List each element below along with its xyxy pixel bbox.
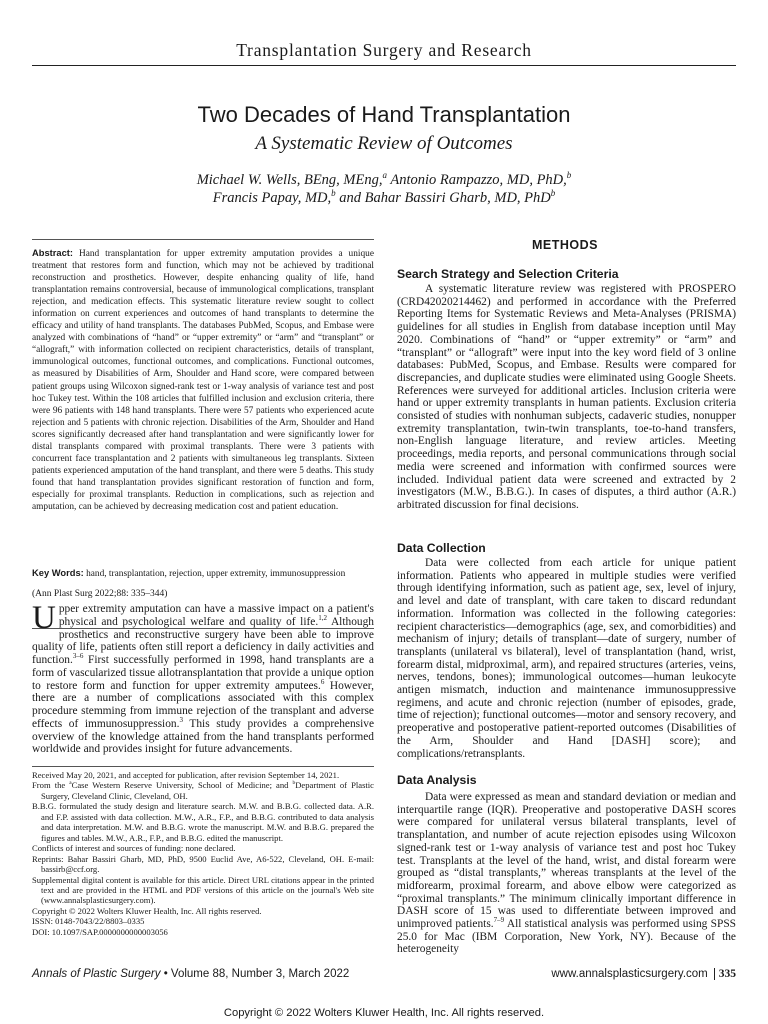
drop-cap: U [32, 600, 56, 636]
data-analysis-paragraph [397, 791, 736, 956]
author-line-2 [0, 190, 768, 207]
intro-text: pper extremity amputation can have a massive impact on a patient's physical and psychological welfare and quality of life. [58, 603, 374, 628]
author-line-1 [0, 172, 768, 189]
footer-journal-info [32, 968, 349, 980]
journal-section-title: Transplantation Surgery and Research [236, 40, 532, 60]
search-strategy-heading: Search Strategy and Selection Criteria [397, 267, 619, 281]
copyright-note: Copyright © 2022 Wolters Kluwer Health, Inc. All rights reserved. [32, 905, 262, 916]
footnotes [32, 770, 374, 937]
abstract-text: Hand transplantation for upper extremity amputation provides a unique treatment that restores form and function, which may not be achieved by traditional reconstruction and prosthetics. However, despite enhancing quality of life, hand transplantation remains controversial, because of immunological complications, transplant rejection, and medication effects. This systematic literature review sought to collect information on current experiences and outcomes of hand transplants to determine the efficacy and utility of hand transplants. The databases PubMed, Scopus, and Embase were analyzed with combinations of “hand” or “upper extremity” or “arm” and “transplant” or “allograft,” with information collected on recipient characteristics, details of transplant, immunological outcomes, functional outcomes, and complications. Functional outcomes, as measured by Disabilities of Arm, Shoulder and Hand score, were compared between patient groups using Wilcoxon signed-rank test or 1-way analysis of variance test and post hoc Tukey test. Within the 108 articles that fulfilled inclusion and exclusion criteria, there were 96 patients with 148 hand transplants. There were 57 patients who experienced acute rejection and 5 patients with chronic rejection. Disabilities of the Arm, Shoulder and Hand scores significantly decreased after hand transplantation and were significantly lower for distal transplants compared with proximal transplants. There were 3 patients with concurrent face transplantation and 2 patients with simultaneous leg transplants. Sixteen patients experienced amputation of the hand transplant, and there were 5 deaths. This study found that hand transplantation provides significant restoration of function and form, especially for proximal transplants. Reduction in complications, such as rejection and amputation, can be achieved by decreasing medication cost and patient education. [32, 249, 374, 512]
introduction-paragraph [32, 600, 375, 756]
keywords-text: hand, transplantation, rejection, upper extremity, immunosuppression [86, 569, 346, 579]
article-subtitle: A Systematic Review of Outcomes [255, 133, 513, 154]
doi-note: DOI: 10.1097/SAP.0000000000003056 [32, 926, 168, 937]
search-strategy-paragraph: A systematic literature review was registered with PROSPERO (CRD42020214462) and performed in accordance with the Preferred Reporting Items for Systematic Reviews and Meta-Analyses (PRISMA) guidelines for all studies in English from database inception until May 2020. Combinations of “hand” or “upper extremity” or “arm” and “transplant” or “allograft” were input into the key word field of 3 online databases: PubMed, Scopus, and Embase. Results were compared for discrepancies, and duplicate studies were eliminated using Google Sheets. References were surveyed for additional articles. Inclusion criteria were hand or upper extremity transplants in human patients. Exclusion criteria consisted of studies with nonhuman subjects, cadaveric studies, nonupper extremity transplantation, twin-twin transplants, toe-to-hand transfers, non-English language literature, and review articles. Meeting proceedings, media reports, and personal communications through social media were screened and information with confirmed sources were included. Individual patient data were screened and extracted by 2 investigators (M.W., B.B.G.). In cases of disputes, a third author (A.R.) arbitrated discussion for final decisions. [397, 283, 736, 511]
footer-bullet: • [163, 968, 168, 980]
abstract-label: Abstract: [32, 248, 74, 258]
article-title: Two Decades of Hand Transplantation [197, 102, 571, 127]
methods-heading: METHODS [532, 238, 598, 252]
footer-journal-name: Annals of Plastic Surgery [32, 968, 161, 980]
citation-sup: 3–6 [72, 652, 84, 661]
keywords-label: Key Words: [32, 568, 84, 578]
intro-text: This study provides a comprehensive overview of the knowledge attained from the hand transplants performed worldwide and provides insight for future advancements. [32, 717, 375, 756]
abstract [32, 247, 374, 513]
citation-sup: 3 [179, 715, 183, 724]
affiliation-sup: b [550, 188, 556, 199]
intro-text: Although prosthetics and reconstructive surgery have been able to improve quality of life, patients often still report a deficiency in daily activities and function. [32, 615, 374, 666]
header-rule [32, 65, 736, 66]
copyright-line: Copyright © 2022 Wolters Kluwer Health, Inc. All rights reserved. [223, 1007, 545, 1019]
citation-sup: 1,2 [318, 613, 328, 622]
footer-site-page [551, 968, 736, 980]
intro-text: First successfully performed in 1998, hand transplants are a form of vascularized tissue allotransplantation that provide a unique option to restore form and function for upper extremity amputees. [32, 654, 374, 692]
data-collection-heading: Data Collection [397, 541, 486, 555]
affiliation-sup: a [382, 170, 387, 181]
footer-website-link[interactable]: www.annalsplasticsurgery.com [551, 968, 708, 980]
affiliations-note: From the $^a$Case Western Reserve University, School of Medicine; and $^b$Department of Plastic Surgery, Cleveland Clinic, Cleveland, OH. [32, 780, 375, 801]
contributions-note: B.B.G. formulated the study design and literature search. M.W. and B.B.G. collected data. A.R. and F.P. assisted with data collection. M.W., A.R., F.P., and B.B.G. contributed to data analysis and data interpretation. M.W. and B.B.G. wrote the manuscript. M.W. and B.B.G. prepared the figures and tables. M.W., A.R., F.P., and B.B.G. edited the manuscript. [32, 801, 374, 843]
conflicts-note: Conflicts of interest and sources of funding: none declared. [32, 843, 236, 854]
reprints-note: Reprints: Bahar Bassiri Gharb, MD, PhD, 9500 Euclid Ave, A6-522, Cleveland, OH. E-mail: bassirb@ccf.org. [32, 853, 374, 875]
affiliation-sup: b [566, 170, 572, 181]
footnote-rule [32, 766, 374, 767]
analysis-text: Data were expressed as mean and standard deviation or median and interquartile range (IQR). Preoperative and postoperative DASH scores were compared for unilateral versus bilateral transplants, level of transplantation, and number of acute rejection episodes using Wilcoxon signed-rank test or 1-way analysis of variance test and post hoc Tukey test. Transplants at the level of the hand, wrist, and distal forearm were grouped as “distal transplants,” whereas transplants at the level of the midforearm, proximal forearm, and above elbow were categorized as “proximal transplants.” The minimum clinically important difference in DASH score of 15 was used to differentiate between improved and unimproved patients. [397, 791, 736, 931]
author-wells: Michael W. Wells, BEng, MEng, [196, 172, 383, 188]
data-analysis-heading: Data Analysis [397, 773, 477, 787]
citation-sup: 7–9 [493, 916, 505, 925]
analysis-text: All statistical analysis was performed using SPSS 25.0 for Mac (IBM Corporation, New York, NY). Because of the heterogeneity [397, 918, 736, 956]
received-note: Received May 20, 2021, and accepted for publication, after revision September 14, 2021. [32, 770, 340, 780]
affiliation-sup: b [331, 188, 336, 199]
intro-text: However, there are a number of complications associated with this complex procedure stemming from immune rejection of the transplant and adverse effects of immunosuppression. [32, 679, 374, 730]
data-collection-paragraph: Data were collected from each article for unique patient information. Patients who appeared in multiple studies were verified through identifying information, such as patient age, sex, level of injury, and level and date of transplant, with care taken to discard redundant information. Information was collected in the following categories: recipient characteristics—demographics (age, sex, and comorbidities) and mechanism of injury; details of transplant—date of surgery, number of transplants (unilateral vs bilateral), level of transplantation (hand, wrist, forearm distal, midproximal, arm), and repaired structures (arteries, veins, nerves, tendons, bones); immunological outcomes—human leukocyte antigen mismatch, induction and maintenance immunosuppressive regimens, and acute and chronic rejection (number of episodes, grade, time of rejection); functional outcomes—motor and sensory recovery, and preoperative and postoperative patient-reported outcomes (Disabilities of the Arm, Shoulder and Hand [DASH] score); and complications/retransplants. [397, 557, 736, 760]
page-number: 335 [714, 968, 736, 980]
issn-note: ISSN: 0148-7043/22/8803–0335 [32, 916, 145, 927]
author-rampazzo: Antonio Rampazzo, MD, PhD, [387, 172, 567, 188]
citation: (Ann Plast Surg 2022;88: 335–344) [32, 589, 168, 599]
footer-issue: Volume 88, Number 3, March 2022 [170, 968, 350, 980]
supplemental-note: Supplemental digital content is available for this article. Direct URL citations appear in the printed text and are provided in the HTML and PDF versions of this article on the journal's Web site (www.annalsplasticsurgery.com). [32, 874, 374, 906]
author-papay: Francis Papay, MD, [212, 190, 332, 206]
keywords [32, 567, 374, 580]
citation-sup: 6 [320, 677, 325, 686]
author-gharb: and Bahar Bassiri Gharb, MD, PhD [335, 190, 551, 206]
